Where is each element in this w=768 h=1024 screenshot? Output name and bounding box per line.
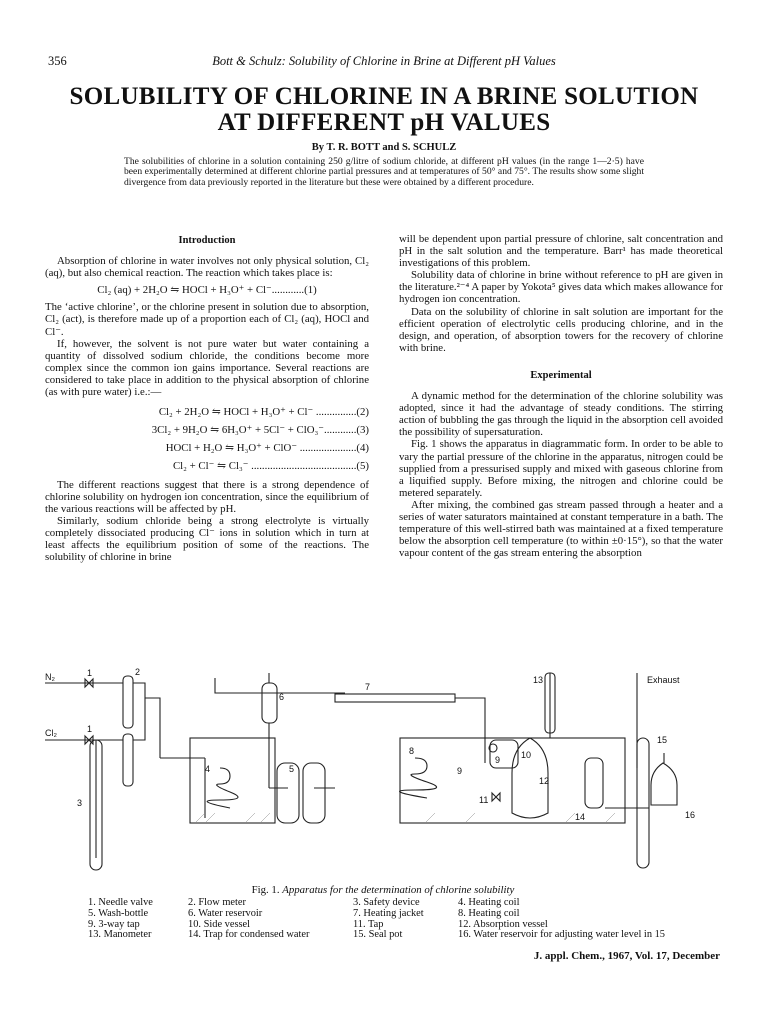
title-line-2: AT DIFFERENT pH VALUES — [217, 109, 551, 136]
running-header — [48, 54, 720, 72]
label-5: 5 — [289, 764, 295, 774]
figure-caption-text: Apparatus for the determination of chlorine solubility — [282, 884, 515, 896]
label-14: 14 — [575, 812, 586, 822]
legend-item: 7. Heating jacket — [353, 907, 424, 919]
figure-caption — [45, 884, 721, 896]
equation-4: HOCl + H₂O ⇋ H₃O⁺ + ClO⁻ .....................(4) — [165, 442, 369, 455]
right-column — [399, 233, 723, 559]
label-2: 2 — [135, 668, 141, 677]
equation-5: Cl₂ + Cl⁻ ⇋ Cl₃⁻ .......................................(5) — [172, 460, 369, 473]
label-16: 16 — [685, 810, 696, 820]
label-3: 3 — [77, 798, 83, 808]
figure-caption-prefix: Fig. 1. — [251, 884, 280, 896]
label-exhaust: Exhaust — [647, 675, 680, 685]
figure-legend — [88, 898, 718, 941]
paragraph: Data on the solubility of chlorine in salt solution are important for the efficient operation of electrolytic cells producing chlorine, and in the design, and operation, of absorption towers for the recovery of chlorine with brine. — [399, 305, 723, 354]
apparatus-diagram — [45, 668, 721, 882]
heating-jacket-icon — [335, 694, 455, 702]
title-line-1: SOLUBILITY OF CHLORINE IN A BRINE SOLUTION — [69, 83, 699, 110]
running-title: Bott & Schulz: Solubility of Chlorine in Brine at Different pH Values — [212, 54, 556, 68]
paragraph: If, however, the solvent is not pure water but water containing a quantity of dissolved sodium chloride, the conditions become more complex since the common ion gains importance. Several reactions are considered to take place in addition to the physical absorption of chlorine (as with pure water) i.e.:— — [45, 337, 369, 399]
legend-item: 13. Manometer — [88, 929, 152, 941]
paragraph: The ‘active chlorine’, or the chlorine present in solution due to absorption, Cl₂ (act), is therefore made up of a proportion each of Cl₂ (aq), HOCl and Cl⁻. — [45, 301, 369, 338]
authors: By T. R. BOTT and S. SCHULZ — [311, 142, 457, 153]
legend-item: 15. Seal pot — [353, 929, 403, 941]
label-15: 15 — [657, 735, 668, 745]
label-9b: 9 — [495, 755, 501, 765]
wash-bottle-icon — [277, 763, 299, 823]
flow-meter-icon — [123, 734, 133, 786]
legend-item: 5. Wash-bottle — [88, 907, 149, 919]
legend-item: 2. Flow meter — [188, 897, 247, 908]
label-1: 1 — [87, 668, 93, 678]
label-11: 11 — [479, 795, 489, 805]
abstract: The solubilities of chlorine in a solution containing 250 g/litre of sodium chloride, at different pH values (in the range 1—2·5) have been experimentally determined at different chlorine partial pressures and at temperatures of 50° and 75°. The results show some slight divergence from data previously reported in the literature but these were obtained by a different procedure. — [124, 156, 644, 188]
section-heading-experimental: Experimental — [530, 369, 592, 381]
label-cl2: Cl₂ — [45, 728, 57, 738]
article-title — [40, 84, 728, 136]
legend-item: 3. Safety device — [353, 897, 420, 908]
reservoir-16-icon — [651, 763, 677, 805]
label-13: 13 — [533, 675, 544, 685]
water-reservoir-icon — [262, 683, 277, 723]
paragraph: After mixing, the combined gas stream passed through a heater and a series of water saturators maintained at constant temperature in a bath. The temperature of this well-stirred bath was maintained at a fixed temperature below the absorption cell temperature (to within ±0·15°), so that the water vapour content of the gas stream entering the absorption — [399, 498, 723, 560]
equation-block — [45, 406, 369, 472]
paragraph: will be dependent upon partial pressure of chlorine, salt concentration and pH in the salt solution and the temperature. Barr¹ has made theoretical investigations of this problem. — [399, 233, 723, 270]
tap-icon — [492, 793, 500, 801]
legend-item: 1. Needle valve — [88, 897, 153, 908]
legend-item: 9. 3-way tap — [88, 918, 140, 930]
paragraph: Absorption of chlorine in water involves not only physical solution, Cl₂ (aq), but also chemical reaction. The reaction which takes place is: — [45, 255, 369, 280]
legend-item: 4. Heating coil — [458, 897, 520, 908]
label-12: 12 — [539, 776, 550, 786]
label-9: 9 — [457, 766, 463, 776]
heating-coil-8-icon — [400, 758, 437, 798]
heating-coil-icon — [207, 768, 238, 808]
paragraph: Solubility data of chlorine in brine without reference to pH are given in the literature.²⁻⁴ A paper by Yokota⁵ gives data which makes allowance for hydrogen ion concentration. — [399, 269, 723, 306]
wash-bottle-icon — [303, 763, 325, 823]
label-6: 6 — [279, 692, 285, 702]
legend-item: 8. Heating coil — [458, 907, 520, 919]
paragraph: Similarly, sodium chloride being a strong electrolyte is virtually completely dissociated producing Cl⁻ ions in solution which in turn at least affects the equilibrium position of some of the reactions. The solubility of chlorine in brine — [45, 514, 369, 564]
label-10: 10 — [521, 750, 532, 760]
paragraph: Fig. 1 shows the apparatus in diagrammatic form. In order to be able to vary the partial pressure of the chlorine in the apparatus, nitrogen could be supplied from a pressurised supply and mixed with gaseous chlorine from a liquified supply. Before mixing, the nitrogen and chlorine could be metered separately. — [399, 438, 723, 499]
seal-pot-icon — [637, 738, 649, 868]
bath-box — [190, 738, 275, 823]
label-7: 7 — [365, 682, 371, 692]
label-1b: 1 — [87, 724, 93, 734]
journal-citation-footer: J. appl. Chem., 1967, Vol. 17, December — [533, 950, 720, 962]
legend-item: 10. Side vessel — [188, 918, 251, 930]
flow-meter-icon — [123, 676, 133, 728]
paragraph: A dynamic method for the determination of the chlorine solubility was adopted, since it had the advantage of steady conditions. The stirring action of bubbling the gas through the liquid in the absorption cell avoided the possibility of supersaturation. — [399, 390, 723, 439]
apparatus-svg — [45, 668, 721, 882]
equation-2: Cl₂ + 2H₂O ⇋ HOCl + H₃O⁺ + Cl⁻ ...............(2) — [158, 406, 369, 419]
page-number: 356 — [48, 54, 67, 68]
legend-item: 6. Water reservoir — [188, 907, 263, 919]
left-column — [45, 233, 369, 563]
legend-item: 14. Trap for condensed water — [188, 929, 310, 941]
paragraph: The different reactions suggest that there is a strong dependence of chlorine solubility on hydrogen ion concentration, since the equilibrium of the various reactions will be affected by pH. — [45, 478, 369, 515]
legend-item: 11. Tap — [353, 918, 384, 930]
legend-item: 12. Absorption vessel — [458, 918, 548, 930]
equation-1: Cl₂ (aq) + 2H₂O ⇋ HOCl + H₃O⁺ + Cl⁻............(1) — [97, 284, 317, 297]
label-4: 4 — [205, 764, 211, 774]
label-n2: N₂ — [45, 672, 55, 682]
trap-icon — [585, 758, 603, 808]
section-heading-introduction: Introduction — [178, 235, 236, 246]
label-8: 8 — [409, 746, 415, 756]
equation-3: 3Cl₂ + 9H₂O ⇋ 6H₃O⁺ + 5Cl⁻ + ClO₃⁻............(3) — [151, 424, 369, 437]
legend-item: 16. Water reservoir for adjusting water level in 15 — [458, 929, 666, 941]
